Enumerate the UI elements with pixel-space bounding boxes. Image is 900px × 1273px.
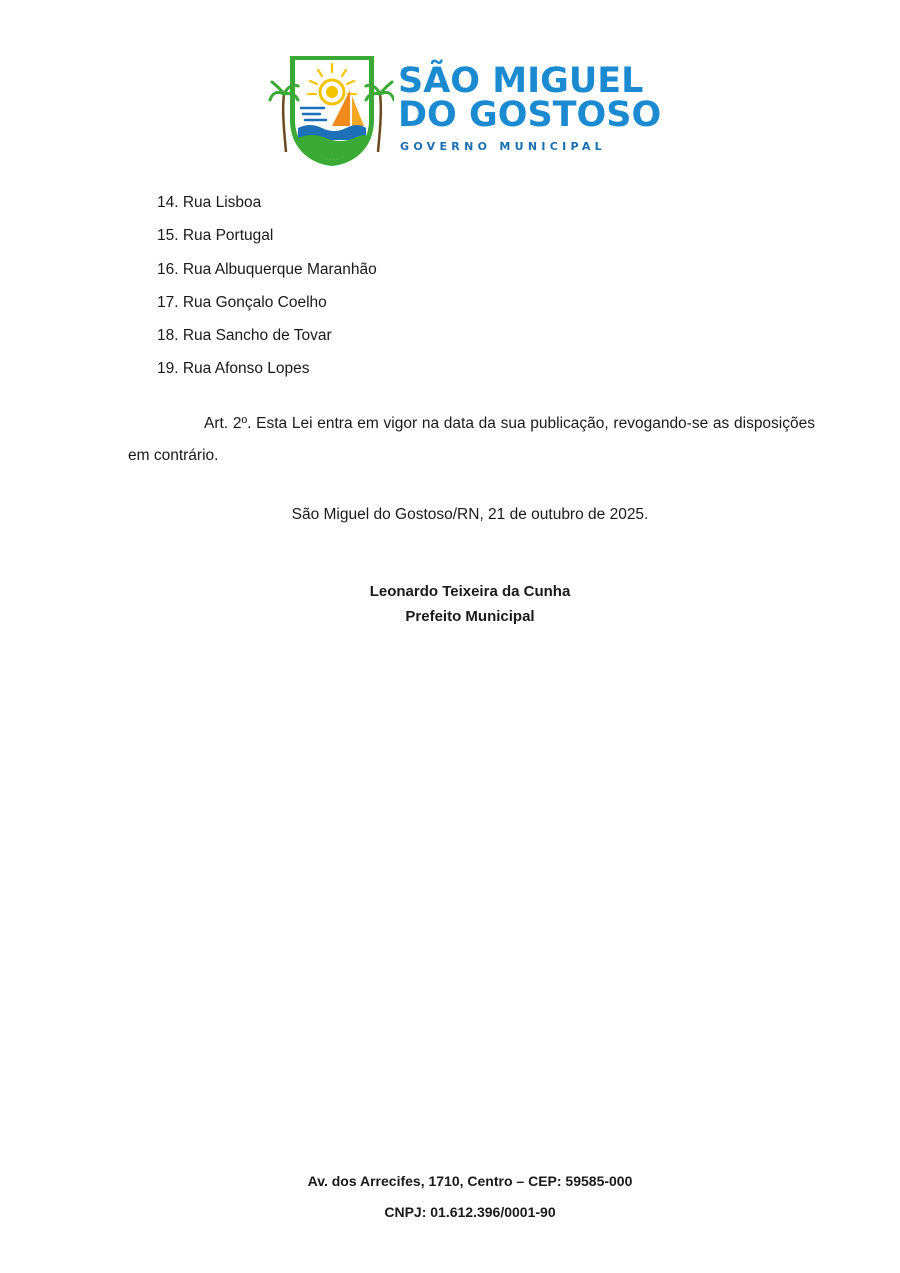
article-2-paragraph: Art. 2º. Esta Lei entra em vigor na data da sua publicação, revogando-se as disposições em contrário.	[128, 415, 815, 464]
municipal-coat-of-arms-icon	[268, 50, 394, 168]
footer-address: Av. dos Arrecifes, 1710, Centro – CEP: 59585-000	[307, 1173, 633, 1189]
list-item: 15. Rua Portugal	[157, 227, 274, 245]
letterhead	[268, 50, 678, 170]
brand-name-line-2: DO GOSTOSO	[398, 95, 662, 135]
brand-subtitle: GOVERNO MUNICIPAL	[400, 140, 606, 153]
list-item: 19. Rua Afonso Lopes	[157, 360, 310, 378]
municipality-wordmark	[398, 61, 678, 153]
list-item: 14. Rua Lisboa	[157, 194, 262, 211]
dateline: São Miguel do Gostoso/RN, 21 de outubro de 2025.	[291, 506, 649, 523]
page-footer	[0, 1166, 900, 1228]
footer-cnpj: CNPJ: 01.612.396/0001-90	[384, 1204, 556, 1220]
list-item: 18. Rua Sancho de Tovar	[157, 327, 332, 345]
list-item: 16. Rua Albuquerque Maranhão	[157, 260, 377, 278]
signatory-title: Prefeito Municipal	[405, 608, 535, 625]
signatory-name: Leonardo Teixeira da Cunha	[369, 583, 571, 600]
brand-name-line-1: SÃO MIGUEL	[398, 61, 644, 101]
list-item: 17. Rua Gonçalo Coelho	[157, 293, 327, 311]
street-list	[157, 186, 377, 386]
signature-block	[0, 579, 900, 629]
